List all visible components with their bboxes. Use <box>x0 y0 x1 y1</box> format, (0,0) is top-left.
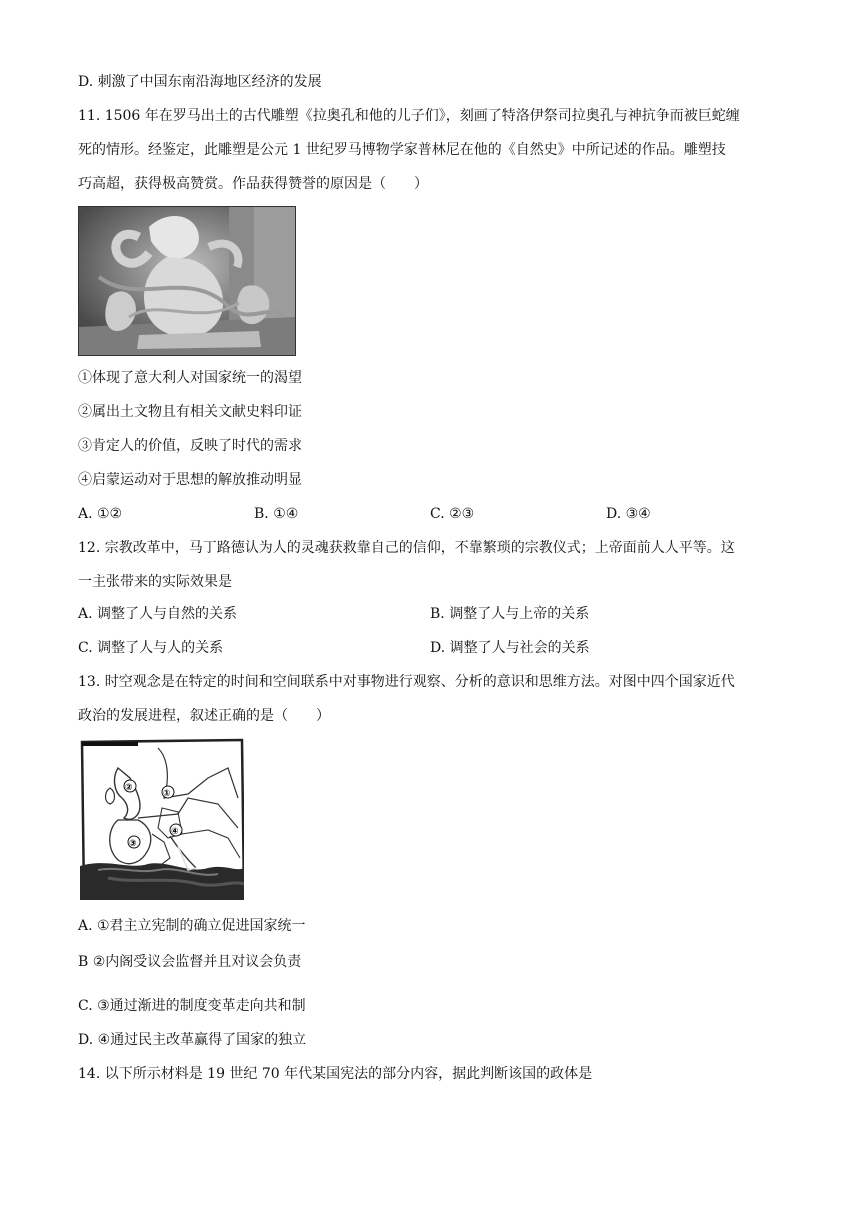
q13-option-c: C. ③通过渐进的制度变革走向共和制 <box>78 998 306 1014</box>
q13-option-a: A. ①君主立宪制的确立促进国家统一 <box>78 918 306 934</box>
q11-statement-3: ③肯定人的价值，反映了时代的需求 <box>78 438 302 454</box>
q12-option-c: C. 调整了人与人的关系 <box>78 640 224 656</box>
sculpture-image <box>79 207 295 355</box>
map-marker-4: ④ <box>171 827 179 837</box>
map-marker-3: ③ <box>129 839 137 849</box>
map-marker-2: ② <box>125 783 133 793</box>
q11-option-b: B. ①④ <box>254 506 299 522</box>
q10-option-d: D. 刺激了中国东南沿海地区经济的发展 <box>78 74 322 90</box>
q12-option-d: D. 调整了人与社会的关系 <box>430 640 590 656</box>
q13-option-b: B ②内阁受议会监督并且对议会负责 <box>78 954 302 970</box>
q12-option-a: A. 调整了人与自然的关系 <box>78 606 238 622</box>
q11-option-a: A. ①② <box>78 506 123 522</box>
europe-map-drawing <box>78 738 244 900</box>
q11-option-d: D. ③④ <box>606 506 651 522</box>
q11-statement-1: ①体现了意大利人对国家统一的渴望 <box>78 370 302 386</box>
q12-stem-line-1: 12. 宗教改革中，马丁路德认为人的灵魂获救靠自己的信仰，不靠繁琐的宗教仪式；上帝面前人人平等。这 <box>78 540 735 556</box>
q13-stem-line-2: 政治的发展进程，叙述正确的是（ ） <box>78 708 330 724</box>
q11-statement-4: ④启蒙运动对于思想的解放推动明显 <box>78 472 302 488</box>
q14-stem-line-1: 14. 以下所示材料是 19 世纪 70 年代某国宪法的部分内容，据此判断该国的政体是 <box>78 1066 593 1082</box>
q12-stem-line-2: 一主张带来的实际效果是 <box>78 574 232 590</box>
q13-stem-line-1: 13. 时空观念是在特定的时间和空间联系中对事物进行观察、分析的意识和思维方法。对图中四个国家近代 <box>78 674 735 690</box>
q13-option-d: D. ④通过民主改革赢得了国家的独立 <box>78 1032 307 1048</box>
q11-stem-line-3: 巧高超，获得极高赞赏。作品获得赞誉的原因是（ ） <box>78 176 428 192</box>
q11-statement-2: ②属出土文物且有相关文献史料印证 <box>78 404 302 420</box>
laocoon-sculpture-photo <box>78 206 296 356</box>
q11-option-c: C. ②③ <box>430 506 475 522</box>
q11-stem-line-2: 死的情形。经鉴定，此雕塑是公元 1 世纪罗马博物学家普林尼在他的《自然史》中所记述的作品。雕塑技 <box>78 142 726 158</box>
europe-map <box>78 738 244 900</box>
q12-option-b: B. 调整了人与上帝的关系 <box>430 606 590 622</box>
map-marker-1: ① <box>163 789 171 799</box>
q11-stem-line-1: 11. 1506 年在罗马出土的古代雕塑《拉奥孔和他的儿子们》，刻画了特洛伊祭司拉奥孔与神抗争而被巨蛇缠 <box>78 108 740 124</box>
